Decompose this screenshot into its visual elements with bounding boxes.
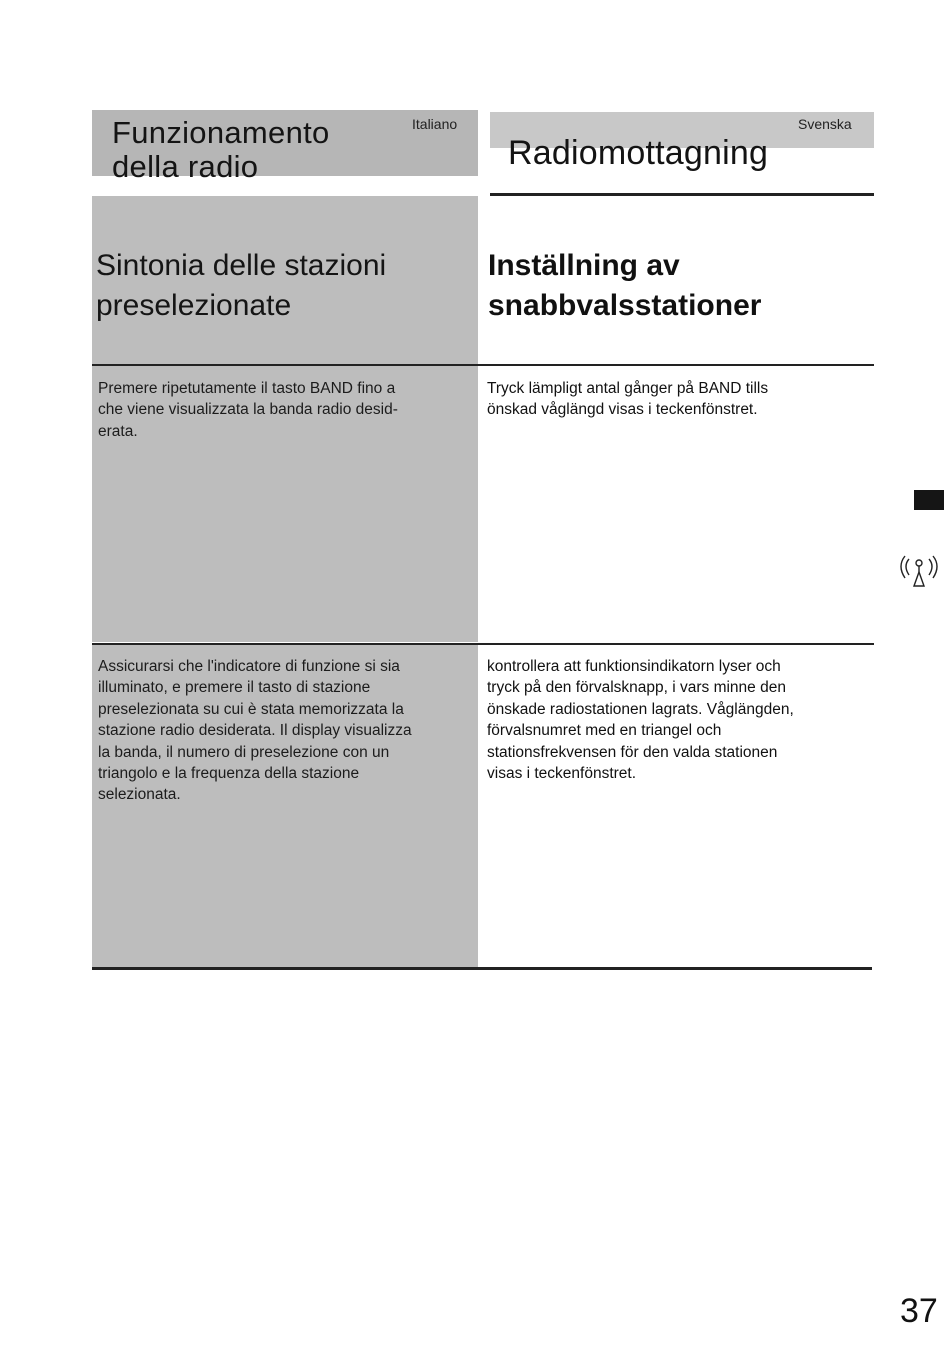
italian-section-heading-line2: preselezionate xyxy=(96,289,292,322)
swedish-language-label: Svenska xyxy=(798,116,852,132)
section-rule xyxy=(92,364,874,366)
swedish-section-heading-line2: snabbvalsstationer xyxy=(488,289,762,322)
italian-step2-text xyxy=(98,656,466,806)
italian-section-heading xyxy=(96,246,386,326)
text-line: che viene visualizzata la banda radio desid- xyxy=(98,401,398,419)
bottom-rule xyxy=(92,967,872,970)
text-line: Assicurarsi che l'indicatore di funzione si sia xyxy=(98,658,400,675)
step-rule xyxy=(92,643,874,645)
text-line: kontrollera att funktionsindikatorn lyser och xyxy=(487,658,781,675)
swedish-step2-text xyxy=(487,656,863,784)
italian-chapter-title-line2: della radio xyxy=(112,149,259,184)
text-line: erata. xyxy=(98,422,138,440)
swedish-chapter-title: Radiomottagning xyxy=(508,134,769,172)
swedish-section-heading-line1: Inställning av xyxy=(488,249,680,282)
chapter-tab-marker xyxy=(914,490,944,510)
header-rule xyxy=(490,193,874,196)
text-line: illuminato, e premere il tasto di stazione xyxy=(98,679,371,697)
text-line: Tryck lämpligt antal gånger på BAND tills xyxy=(487,380,769,397)
text-line: tryck på den förvalsknapp, i vars minne den xyxy=(487,679,786,697)
text-line: stationsfrekvensen för den valda stationen xyxy=(487,743,778,761)
swedish-step1-text xyxy=(487,378,863,421)
text-line: förvalsnumret med en triangel och xyxy=(487,722,722,740)
text-line: önskade radiostationen lagrats. Våglängden, xyxy=(487,700,794,718)
text-line: visas i teckenfönstret. xyxy=(487,765,637,783)
text-line: önskad våglängd visas i teckenfönstret. xyxy=(487,401,758,419)
radio-antenna-icon xyxy=(893,548,945,590)
italian-section-heading-line1: Sintonia delle stazioni xyxy=(96,249,387,282)
text-line: preselezionata su cui è stata memorizzata la xyxy=(98,700,404,718)
italian-chapter-title-line1: Funzionamento xyxy=(112,115,330,150)
text-line: triangolo e la frequenza della stazione xyxy=(98,765,360,783)
italian-chapter-title xyxy=(112,116,330,184)
swedish-section-heading xyxy=(488,246,761,326)
text-line: la banda, il numero di preselezione con un xyxy=(98,743,390,761)
text-line: selezionata. xyxy=(98,786,181,804)
page-number: 37 xyxy=(900,1292,938,1330)
italian-step1-text xyxy=(98,378,466,442)
text-line: stazione radio desiderata. Il display visualizza xyxy=(98,722,412,740)
italian-language-label: Italiano xyxy=(412,116,458,132)
text-line: Premere ripetutamente il tasto BAND fino a xyxy=(98,380,396,397)
